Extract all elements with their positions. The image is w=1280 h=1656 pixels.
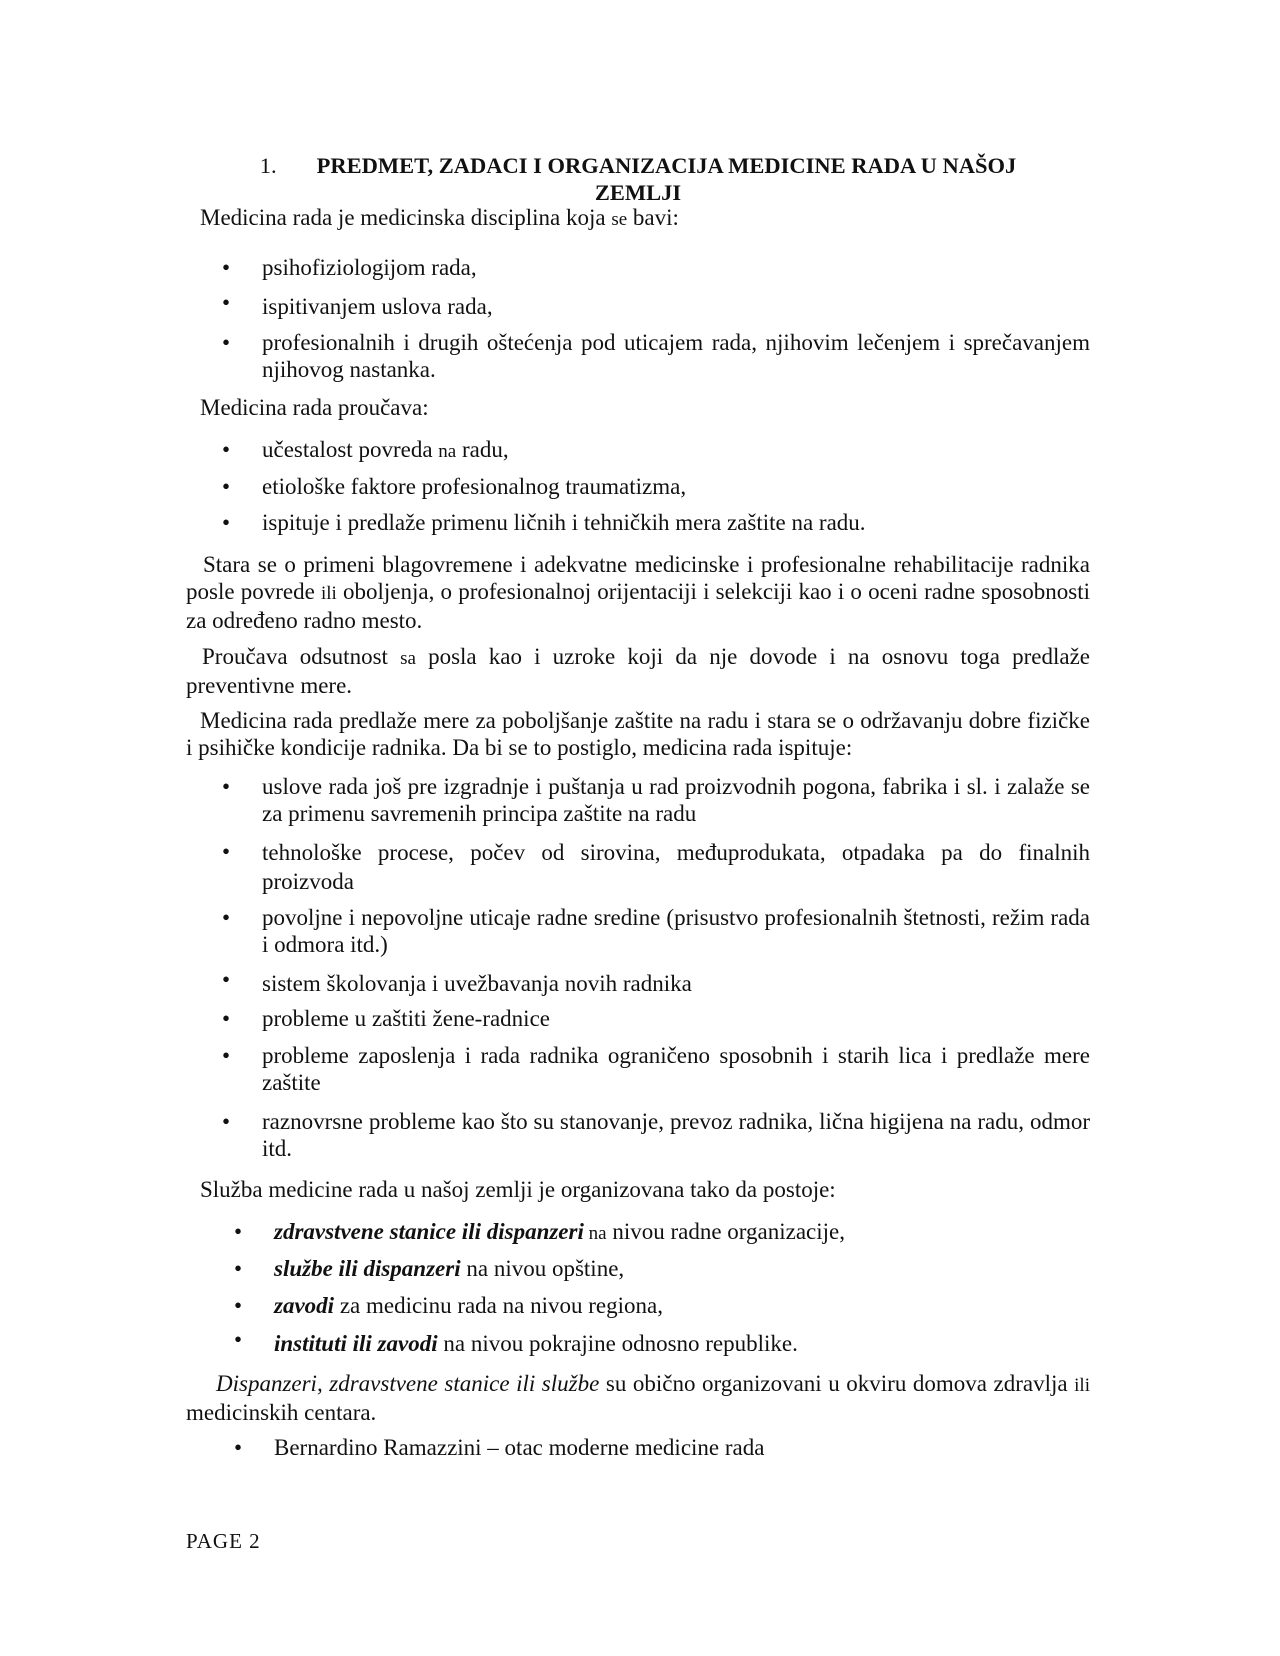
intro-paragraph-2: Medicina rada proučava: [200, 395, 429, 420]
bullet-icon: • [222, 290, 231, 315]
list-item-text-b: na [438, 441, 457, 462]
list-item-text [262, 436, 1090, 465]
bullet-icon: • [222, 1006, 231, 1031]
para-4-text-c: medicinskih centara. [186, 1400, 377, 1425]
list-item-text-rest: nivou radne organizacije, [606, 1219, 845, 1244]
para-2-text-c: posla kao i uzroke koji da nje dovode i na osnovu toga predlaže preventivne mere. [186, 644, 1090, 698]
list-item-text: ispituje i predlaže primenu ličnih i tehničkih mera zaštite na radu. [262, 510, 866, 535]
list-item-text [274, 1292, 1090, 1319]
list-item-text-rest: za medicinu rada na nivou regiona, [334, 1293, 663, 1318]
list-item-text [274, 1330, 1090, 1357]
list-item-text: probleme zaposlenja i rada radnika ograničeno sposobnih i starih lica i predlaže mere zaštite [262, 1043, 1090, 1095]
list-item-text: tehnološke procese, počev od sirovina, međuprodukata, otpadaka pa do finalnih proizvoda [262, 840, 1090, 894]
list-item-text: Bernardino Ramazzini – otac moderne medicine rada [274, 1435, 765, 1460]
bullet-icon: • [234, 1435, 243, 1460]
heading-number: 1. [259, 153, 277, 178]
heading-line-1: PREDMET, ZADACI I ORGANIZACIJA MEDICINE RADA U NAŠOJ [316, 153, 1017, 178]
list-item-text: uslove rada još pre izgradnje i puštanja u rad proizvodnih pogona, fabrika i sl. i zalaže se za primenu savremenih principa zaštite na radu [262, 774, 1090, 826]
bullet-icon: • [222, 255, 231, 280]
list-item-emphasis: službe ili dispanzeri [274, 1256, 461, 1281]
section-heading [186, 152, 1090, 206]
page-footer: PAGE 2 [186, 1529, 261, 1553]
bullet-icon: • [222, 1109, 231, 1134]
list-item-text-mid: na [583, 1223, 607, 1244]
para-4-text-b: ili [1074, 1375, 1090, 1396]
para-2-text-b: sa [400, 648, 416, 669]
intro-1-text-b: se [611, 209, 628, 230]
bullet-icon: • [222, 774, 231, 799]
list-item-text: probleme u zaštiti žene-radnice [262, 1006, 550, 1031]
list-item-text: etiološke faktore profesionalnog traumatizma, [262, 474, 687, 499]
intro-paragraph-1 [200, 204, 1090, 233]
list-item-text: profesionalnih i drugih oštećenja pod uticajem rada, njihovim lečenjem i sprečavanjem njihovog nastanka. [262, 330, 1090, 382]
bullet-icon: • [234, 1256, 243, 1281]
bullet-icon: • [222, 437, 231, 462]
bullet-icon: • [222, 839, 231, 864]
list-item-emphasis: zavodi [274, 1293, 335, 1318]
list-item-text: psihofiziologijom rada, [262, 255, 477, 280]
bullet-icon: • [234, 1219, 243, 1244]
list-item-text [274, 1218, 1090, 1247]
bullet-icon: • [222, 330, 231, 355]
intro-1-text-a: Medicina rada je medicinska disciplina koja [200, 205, 612, 230]
list-item-text: povoljne i nepovoljne uticaje radne sredine (prisustvo profesionalnih štetnosti, režim rada i odmora itd.) [262, 905, 1090, 957]
list-item-text-a: učestalost povreda [262, 437, 439, 462]
para-2-text-a: Proučava odsutnost [202, 644, 401, 669]
list-item-text [274, 1255, 1090, 1282]
heading-line-2: ZEMLJI [594, 180, 682, 205]
paragraph-measures: Medicina rada predlaže mere za poboljšanje zaštite na radu i stara se o održavanju dobre fizičke i psihičke kondicije radnika. Da bi se to postiglo, medicina rada ispituje: [186, 708, 1090, 760]
intro-paragraph-service: Služba medicine rada u našoj zemlji je organizovana tako da postoje: [200, 1177, 836, 1202]
list-item-text-c: radu, [456, 437, 509, 462]
para-4-emphasis: Dispanzeri, zdravstvene stanice ili službe [216, 1371, 600, 1396]
para-1-text-c: oboljenja, o profesionalnoj orijentaciji i selekciji kao i o oceni radne sposobnosti za određeno radno mesto. [186, 579, 1090, 633]
bullet-icon: • [222, 510, 231, 535]
paragraph-absence [186, 643, 1090, 699]
list-item-text: ispitivanjem uslova rada, [262, 294, 493, 319]
list-item-emphasis: zdravstvene stanice ili dispanzeri [274, 1219, 584, 1244]
bullet-icon: • [222, 905, 231, 930]
intro-1-text-c: bavi: [627, 205, 679, 230]
list-item-text-rest: na nivou pokrajine odnosno republike. [437, 1331, 798, 1356]
bullet-icon: • [234, 1327, 243, 1352]
bullet-icon: • [234, 1293, 243, 1318]
list-item-text: raznovrsne probleme kao što su stanovanje, prevoz radnika, lična higijena na radu, odmor itd. [262, 1109, 1090, 1161]
list-item-emphasis: instituti ili zavodi [274, 1331, 438, 1356]
list-item-text-rest: na nivou opštine, [460, 1256, 625, 1281]
para-4-text-a: su obično organizovani u okviru domova zdravlja [599, 1371, 1075, 1396]
list-item-text: sistem školovanja i uvežbavanja novih radnika [262, 971, 692, 996]
paragraph-rehabilitation [186, 551, 1090, 634]
bullet-icon: • [222, 1043, 231, 1068]
para-1-text-a: Stara se o primeni blagovremene i adekvatne medicinske i profesionalne rehabilitacije radnika posle povrede [186, 552, 1090, 604]
paragraph-dispensaries [186, 1370, 1090, 1426]
bullet-icon: • [222, 967, 231, 992]
para-1-text-b: ili [321, 583, 337, 604]
bullet-icon: • [222, 474, 231, 499]
